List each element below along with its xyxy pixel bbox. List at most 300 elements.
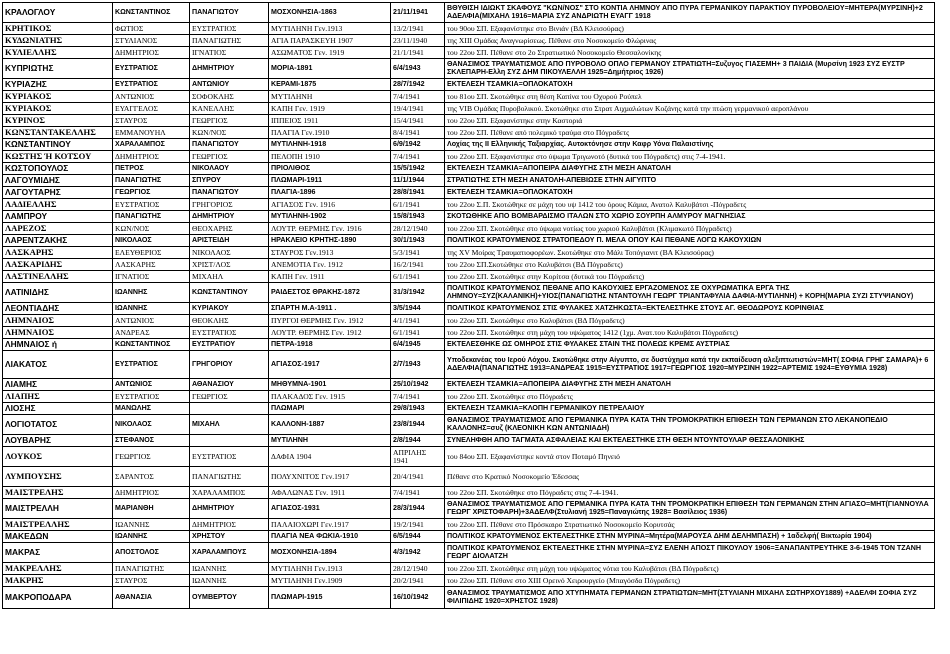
- table-row: [3, 235, 935, 247]
- first-name-cell: ΠΑΝΑΓΙΩΤΗΣ: [113, 175, 190, 187]
- table-row: [3, 519, 935, 531]
- first-name-cell: ΚΩΝ/ΝΟΣ: [113, 223, 190, 235]
- birthplace-cell: ΑΓΙΑΣΟΣ-1917: [269, 351, 391, 379]
- surname-cell: ΜΑΚΕΔΩΝ: [3, 531, 113, 543]
- father-name-cell: ΔΗΜΗΤΡΙΟΥ: [190, 211, 269, 223]
- surname-cell: ΛΑΓΟΥΜΙΔΗΣ: [3, 175, 113, 187]
- date-cell: 29/8/1943: [391, 403, 445, 415]
- birthplace-cell: ΚΑΛΛΟΝΗ-1887: [269, 415, 391, 435]
- records-table-body: [3, 3, 935, 609]
- birthplace-cell: ΣΠΑΡΤΗ Μ.Α-1911 .: [269, 303, 391, 315]
- description-cell: του 90ου ΣΠ. Εξαφανίστηκε στο Βινιάν (ΒΔ Κλεισούρας): [445, 23, 935, 35]
- description-cell: του 22ου ΣΠ. Σκοτώθηκε στη μάχη του υψώματος 1412 (1χμ. Ανατ.του Καλυβάτσι Πόγραδετς): [445, 327, 935, 339]
- father-name-cell: ΓΕΩΡΓΙΟΣ: [190, 115, 269, 127]
- description-cell: του 22ου ΣΠ.Σκοτώθηκε στο Καλυβάτσι (ΒΔ Πόγραδετς): [445, 259, 935, 271]
- father-name-cell: ΚΩΝ/ΝΟΣ: [190, 127, 269, 139]
- table-row: [3, 3, 935, 23]
- first-name-cell: ΕΛΕΥΘΕΡΙΟΣ: [113, 247, 190, 259]
- father-name-cell: ΓΡΗΓΟΡΙΟΥ: [190, 351, 269, 379]
- surname-cell: ΛΙΑΚΑΤΟΣ: [3, 351, 113, 379]
- description-cell: ΘΑΝΑΣΙΜΟΣ ΤΡΑΥΜΑΤΙΣΜΟΣ ΑΠΟ ΠΥΡΟΒΟΛΟ ΟΠΛΟ ΓΕΡΜΑΝΟΥ ΣΤΡΑΤΙΩΤΗ=Συζυγος ΓΙΑΣΕΜΗ+ 3 ΠΑΙΔΙΑ (Μυρσίνη 1923 ΣΥΖ ΕΥΣΤΡ ΣΚΛΕΠΑΡΗ-Ελλη ΣΥΖ ΔΗΜ ΠΙΚΟΥΛΕΛΛΗ 1925=Δημήτριος 1926): [445, 59, 935, 79]
- date-cell: 28/3/1944: [391, 499, 445, 519]
- father-name-cell: ΕΥΣΤΡΑΤΙΟΣ: [190, 23, 269, 35]
- first-name-cell: ΕΥΣΤΡΑΤΙΟΣ: [113, 351, 190, 379]
- table-row: [3, 447, 935, 467]
- table-row: [3, 271, 935, 283]
- date-cell: 21/11/1941: [391, 3, 445, 23]
- father-name-cell: ΑΘΑΝΑΣΙΟΥ: [190, 379, 269, 391]
- date-cell: 3/5/1944: [391, 303, 445, 315]
- surname-cell: ΚΥΡΙΑΚΟΣ: [3, 103, 113, 115]
- first-name-cell: ΝΙΚΟΛΑΟΣ: [113, 235, 190, 247]
- description-cell: του 22ου ΣΠ. Πέθανε στο Πρόσκαιρο Στρατιωτικό Νοσοκομείο Κορυτσάς: [445, 519, 935, 531]
- description-cell: Πέθανε στο Κρατικό Νοσοκομείο Έδεσσας: [445, 467, 935, 487]
- birthplace-cell: ΜΥΤΙΛΗΝΗ: [269, 435, 391, 447]
- first-name-cell: ΕΥΣΤΡΑΤΙΟΣ: [113, 59, 190, 79]
- date-cell: 8/4/1941: [391, 127, 445, 139]
- father-name-cell: ΝΙΚΟΛΑΟΣ: [190, 247, 269, 259]
- birthplace-cell: ΜΟΣΧΟΝΗΣΙΑ-1863: [269, 3, 391, 23]
- date-cell: 4/3/1942: [391, 543, 445, 563]
- date-cell: 6/9/1942: [391, 139, 445, 151]
- table-row: [3, 247, 935, 259]
- father-name-cell: ΠΑΝΑΓΙΩΤΟΥ: [190, 3, 269, 23]
- table-row: [3, 103, 935, 115]
- description-cell: ΕΚΤΕΛΕΣΗ ΤΣΑΜΚΙΑ=ΚΛΟΠΗ ΓΕΡΜΑΝΙΚΟΥ ΠΕΤΡΕΛΑΙΟΥ: [445, 403, 935, 415]
- table-row: [3, 379, 935, 391]
- father-name-cell: ΜΙΧΑΗΛ: [190, 415, 269, 435]
- date-cell: 23/8/1944: [391, 415, 445, 435]
- description-cell: ΕΚΤΕΛΕΣΗ ΤΣΑΜΚΙΑ=ΑΠΟΠΕΙΡΑ ΔΙΑΦΥΓΗΣ ΣΤΗ ΜΕΣΗ ΑΝΑΤΟΛΗ: [445, 163, 935, 175]
- first-name-cell: ΕΥΑΓΓΕΛΟΣ: [113, 103, 190, 115]
- description-cell: του 22ου ΣΠ. Εξαφανίστηκε στο ύψωμα Τριγωνοτό (δυτικά του Πόγραδετς) στις 7-4-1941.: [445, 151, 935, 163]
- birthplace-cell: ΠΛΩΜΑΡΙ-1915: [269, 587, 391, 609]
- first-name-cell: ΔΗΜΗΤΡΙΟΣ: [113, 47, 190, 59]
- table-row: [3, 587, 935, 609]
- date-cell: 6/1/1941: [391, 271, 445, 283]
- birthplace-cell: ΑΓΙΑ ΠΑΡΑΣΚΕΥΗ 1907: [269, 35, 391, 47]
- birthplace-cell: ΑΦΑΛΩΝΑΣ Γεν. 1911: [269, 487, 391, 499]
- date-cell: 15/8/1943: [391, 211, 445, 223]
- father-name-cell: ΧΡΗΣΤΟΥ: [190, 531, 269, 543]
- first-name-cell: ΙΩΑΝΝΗΣ: [113, 519, 190, 531]
- first-name-cell: ΠΑΝΑΓΙΩΤΗΣ: [113, 563, 190, 575]
- surname-cell: ΛΟΥΚΟΣ: [3, 447, 113, 467]
- birthplace-cell: ΠΛΑΓΙΑ-1896: [269, 187, 391, 199]
- records-table: [2, 2, 935, 609]
- first-name-cell: ΕΥΣΤΡΑΤΙΟΣ: [113, 199, 190, 211]
- birthplace-cell: ΣΤΑΥΡΟΣ Γεν.1913: [269, 247, 391, 259]
- table-row: [3, 543, 935, 563]
- father-name-cell: ΝΙΚΟΛΑΟΥ: [190, 163, 269, 175]
- table-row: [3, 403, 935, 415]
- table-row: [3, 223, 935, 235]
- description-cell: ΘΑΝΑΣΙΜΟΣ ΤΡΑΥΜΑΤΙΣΜΟΣ ΑΠΟ ΓΕΡΜΑΝΙΚΑ ΠΥΡΑ ΚΑΤΑ ΤΗΝ ΤΡΟΜΟΚΡΑΤΙΚΗ ΕΠΙΘΕΣΗ ΤΩΝ ΓΕΡΜΑΝΩΝ ΣΤΗΝ ΑΓΙΑΣΟ=ΜΗΤ(ΓΙΑΝΝΟΥΛΑ ΓΕΩΡΓ ΧΡΙΣΤΟΦΑΡΗ)+3ΑΔΕΛΦ(Στυλιανή 1925=Παναγιώτης 1928= Βασίλειος 1936): [445, 499, 935, 519]
- birthplace-cell: ΠΛΩΜΑΡΙ: [269, 403, 391, 415]
- birthplace-cell: ΚΑΠΗ Γεν. 1911: [269, 271, 391, 283]
- description-cell: του 84ου ΣΠ. Εξαφανίστηκε κοντά στον Ποταμό Πηνειό: [445, 447, 935, 467]
- first-name-cell: ΣΤΕΦΑΝΟΣ: [113, 435, 190, 447]
- table-row: [3, 127, 935, 139]
- birthplace-cell: ΠΥΡΓΟΙ ΘΕΡΜΗΣ Γεν. 1912: [269, 315, 391, 327]
- table-row: [3, 139, 935, 151]
- date-cell: 20/2/1941: [391, 575, 445, 587]
- table-row: [3, 303, 935, 315]
- description-cell: του 22ου ΣΠ. Σκοτώθηκε στο Καλυβάτσι (ΒΔ Πόγραδετς): [445, 315, 935, 327]
- birthplace-cell: ΠΛΩΜΑΡΙ-1911: [269, 175, 391, 187]
- father-name-cell: ΠΑΝΑΓΙΩΤΟΥ: [190, 187, 269, 199]
- table-row: [3, 315, 935, 327]
- date-cell: ΑΠΡΙΛΗΣ 1941: [391, 447, 445, 467]
- birthplace-cell: ΠΕΤΡΑ-1918: [269, 339, 391, 351]
- surname-cell: ΜΑΚΡΗΣ: [3, 575, 113, 587]
- first-name-cell: ΕΥΣΤΡΑΤΙΟΣ: [113, 79, 190, 91]
- first-name-cell: ΑΝΔΡΕΑΣ: [113, 327, 190, 339]
- description-cell: της XV Μοίρας Τραυματιοφορέων. Σκοτώθηκε στο Μάλι Τοπόγιανιτ (ΒΑ Κλεισούρας): [445, 247, 935, 259]
- table-row: [3, 175, 935, 187]
- birthplace-cell: ΙΠΠΕΙΟΣ 1911: [269, 115, 391, 127]
- date-cell: 28/12/1940: [391, 563, 445, 575]
- first-name-cell: ΙΓΝΑΤΙΟΣ: [113, 271, 190, 283]
- date-cell: 4/1/1941: [391, 315, 445, 327]
- birthplace-cell: ΠΛΑΓΙΑ ΝΕΑ ΦΩΚΙΑ-1910: [269, 531, 391, 543]
- description-cell: του 22ου ΣΠ. Σκοτώθηκε στην Κορίτσα (δυτικά του Πόγραδετς): [445, 271, 935, 283]
- father-name-cell: ΚΩΝΣΤΑΝΤΙΝΟΥ: [190, 283, 269, 303]
- date-cell: 19/2/1941: [391, 519, 445, 531]
- first-name-cell: ΑΝΤΩΝΙΟΣ: [113, 91, 190, 103]
- table-row: [3, 467, 935, 487]
- surname-cell: ΚΥΡΙΝΟΣ: [3, 115, 113, 127]
- date-cell: 20/4/1941: [391, 467, 445, 487]
- surname-cell: ΛΑΣΚΑΡΙΔΗΣ: [3, 259, 113, 271]
- table-row: [3, 59, 935, 79]
- father-name-cell: [190, 435, 269, 447]
- date-cell: 28/12/1940: [391, 223, 445, 235]
- father-name-cell: ΓΕΩΡΓΙΟΣ: [190, 391, 269, 403]
- description-cell: της ΧΙΙΙ Ομάδας Αναγνωρίσεως. Πέθανε στο Νοσοκομείο Φλώρινας: [445, 35, 935, 47]
- surname-cell: ΛΑΣΤΙΝΕΛΛΗΣ: [3, 271, 113, 283]
- first-name-cell: ΣΤΥΛΙΑΝΟΣ: [113, 35, 190, 47]
- surname-cell: ΛΑΣΚΑΡΗΣ: [3, 247, 113, 259]
- first-name-cell: ΝΙΚΟΛΑΟΣ: [113, 415, 190, 435]
- first-name-cell: ΣΤΑΥΡΟΣ: [113, 115, 190, 127]
- first-name-cell: ΓΕΩΡΓΙΟΣ: [113, 447, 190, 467]
- birthplace-cell: ΚΕΡΑΜΙ-1875: [269, 79, 391, 91]
- description-cell: ΕΚΤΕΛΕΣΗ ΤΣΑΜΚΙΑ=ΟΠΛΟΚΑΤΟΧΗ: [445, 79, 935, 91]
- birthplace-cell: ΜΥΤΙΛΗΝΗ-1902: [269, 211, 391, 223]
- description-cell: του 22ου Σ.Π. Σκοτώθηκε σε μάχη του υψ 1412 του όρους Κάμια, Ανατολ Καλυβάτσι -Πόγραδετς: [445, 199, 935, 211]
- description-cell: ΠΟΛΙΤΙΚΟΣ ΚΡΑΤΟΥΜΕΝΟΣ ΕΚΤΕΛΕΣΤΗΚΕ ΣΤΗΝ ΜΥΡΙΝΑ=ΣΥΖ ΕΛΕΝΗ ΑΠΟΣΤ ΠΙΚΟΥΛΟΥ 1906=ΞΑΝΑΠΑΝΤΡΕΥΤΗΚΕ 3-6-1945 ΤΟΝ ΤΖΑΝΗ ΓΕΩΡΓ ΔΙΟΛΑΤΖΗ: [445, 543, 935, 563]
- description-cell: του 22ου ΣΠ. Σκοτώθηκε στο ύψωμα νοτίως του χωριού Καλυβάτσι (Κλιμακωτό Πόγραδετς): [445, 223, 935, 235]
- birthplace-cell: ΡΑΙΔΕΣΤΟΣ ΘΡΑΚΗΣ-1872: [269, 283, 391, 303]
- birthplace-cell: ΜΥΤΙΛΗΝΗ Γεν.1913: [269, 23, 391, 35]
- surname-cell: ΜΑΚΡΕΛΛΗΣ: [3, 563, 113, 575]
- table-row: [3, 151, 935, 163]
- father-name-cell: [190, 403, 269, 415]
- father-name-cell: ΧΑΡΑΛΑΜΠΟΣ: [190, 487, 269, 499]
- first-name-cell: ΣΤΑΥΡΟΣ: [113, 575, 190, 587]
- description-cell: ΣΤΡΑΤΙΩΤΗΣ ΣΤΗ ΜΕΣΗ ΑΝΑΤΟΛΗ-ΑΠΕΒΙΩΣΕ ΣΤΗΝ ΑΙΓΥΠΤΟ: [445, 175, 935, 187]
- surname-cell: ΛΗΜΝΑΙΟΣ: [3, 315, 113, 327]
- description-cell: της VΙΒ Ομάδας Πυροβολικού. Σκοτώθηκε στο Στρατ Αιχμαλώτων Κοζάνης κατά την πτώση γερμανικού αεροπλάνου: [445, 103, 935, 115]
- surname-cell: ΚΥΔΩΝΙΑΤΗΣ: [3, 35, 113, 47]
- table-row: [3, 23, 935, 35]
- surname-cell: ΛΙΑΠΗΣ: [3, 391, 113, 403]
- surname-cell: ΜΑΚΡΟΠΟΔΑΡΑ: [3, 587, 113, 609]
- birthplace-cell: ΛΟΥΤΡ. ΘΕΡΜΗΣ Γεν. 1916: [269, 223, 391, 235]
- table-row: [3, 259, 935, 271]
- description-cell: του 22ου ΣΠ. Εξαφανίστηκε στην Καστοριά: [445, 115, 935, 127]
- birthplace-cell: ΑΓΙΑΣΟΣ Γεν. 1916: [269, 199, 391, 211]
- father-name-cell: ΓΕΩΡΓΙΟΣ: [190, 151, 269, 163]
- birthplace-cell: ΔΑΦΙΑ 1904: [269, 447, 391, 467]
- father-name-cell: ΑΡΙΣΤΕΙΔΗ: [190, 235, 269, 247]
- description-cell: Υποδεκανέας του Ιερού Λόχου. Σκοτώθηκε στην Αίγυπτο, σε δυστύχημα κατά την εκπαίδευση αλεξιπτωτιστών=ΜΗΤ( ΣΟΦΙΑ ΓΡΗΓ ΣΑΜΑΡΑ)+ 6 ΑΔΕΛΦΙΑ(ΠΑΝΑΓΙΩΤΗΣ 1913=ΑΝΔΡΕΑΣ 1915=ΕΥΣΤΡΑΤΙΟΣ 1917=ΓΕΩΡΓΙΟΣ 1920=ΜΥΡΣΙΝΗ 1922=ΑΡΤΕΜΙΣ 1924=ΕΥΘΥΜΙΑ 1928): [445, 351, 935, 379]
- birthplace-cell: ΜΥΤΙΛΗΝΗ-1918: [269, 139, 391, 151]
- date-cell: 6/1/1941: [391, 199, 445, 211]
- birthplace-cell: ΠΟΛΥΧΝΙΤΟΣ Γεν.1917: [269, 467, 391, 487]
- father-name-cell: ΣΟΦΟΚΛΗΣ: [190, 91, 269, 103]
- father-name-cell: ΘΕΟΚΛΗΣ: [190, 315, 269, 327]
- table-row: [3, 47, 935, 59]
- description-cell: ΠΟΛΙΤΙΚΟΣ ΚΡΑΤΟΥΜΕΝΟΣ ΣΤΡΑΤΟΠΕΔΟΥ Π. ΜΕΛΑ ΟΠΟΥ ΚΑΙ ΠΕΘΑΝΕ ΛΟΓΩ ΚΑΚΟΥΧΙΩΝ: [445, 235, 935, 247]
- birthplace-cell: ΠΡΙΟΛΙΘΟΣ: [269, 163, 391, 175]
- surname-cell: ΜΑΙΣΤΡΕΛΛΗ: [3, 499, 113, 519]
- birthplace-cell: ΛΟΥΤΡ. ΘΕΡΜΗΣ Γεν. 1912: [269, 327, 391, 339]
- surname-cell: ΛΥΜΠΟΥΣΗΣ: [3, 467, 113, 487]
- father-name-cell: ΙΩΑΝΝΗΣ: [190, 563, 269, 575]
- first-name-cell: ΑΝΤΩΝΙΟΣ: [113, 315, 190, 327]
- first-name-cell: ΙΩΑΝΝΗΣ: [113, 283, 190, 303]
- birthplace-cell: ΑΝΕΜΟΤΙΑ Γεν. 1912: [269, 259, 391, 271]
- description-cell: Λοχίας της ΙΙ Ελληνικής Ταξιαρχίας. Αυτοκτόνησε στην Καφρ Υόνα Παλαιστίνης: [445, 139, 935, 151]
- first-name-cell: ΕΜΜΑΝΟΥΗΛ: [113, 127, 190, 139]
- surname-cell: ΛΑΓΟΥΤΑΡΗΣ: [3, 187, 113, 199]
- description-cell: του 81ου ΣΠ. Σκοτώθηκε στη θέση Καπίνα του Οχυρού Ρούπελ: [445, 91, 935, 103]
- father-name-cell: ΔΗΜΗΤΡΙΟΥ: [190, 59, 269, 79]
- date-cell: 7/4/1941: [391, 151, 445, 163]
- father-name-cell: ΙΩΑΝΝΗΣ: [190, 575, 269, 587]
- date-cell: 28/8/1941: [391, 187, 445, 199]
- first-name-cell: ΣΑΡΑΝΤΟΣ: [113, 467, 190, 487]
- table-row: [3, 531, 935, 543]
- surname-cell: ΚΩΣΤΟΠΟΥΛΟΣ: [3, 163, 113, 175]
- birthplace-cell: ΠΕΛΟΠΗ 1910: [269, 151, 391, 163]
- table-row: [3, 187, 935, 199]
- birthplace-cell: ΑΓΙΑΣΟΣ-1931: [269, 499, 391, 519]
- birthplace-cell: ΠΛΑΓΙΑ Γεν.1910: [269, 127, 391, 139]
- table-row: [3, 575, 935, 587]
- surname-cell: ΚΩΝΣΤΑΝΤΑΚΕΛΛΗΣ: [3, 127, 113, 139]
- description-cell: ΕΚΤΕΛΕΣΗ ΤΣΑΜΚΙΑ=ΟΠΛΟΚΑΤΟΧΗ: [445, 187, 935, 199]
- surname-cell: ΜΑΙΣΤΡΕΛΗΣ: [3, 487, 113, 499]
- first-name-cell: ΔΗΜΗΤΡΙΟΣ: [113, 487, 190, 499]
- birthplace-cell: ΑΣΩΜΑΤΟΣ Γεν. 1919: [269, 47, 391, 59]
- surname-cell: ΛΟΥΒΑΡΗΣ: [3, 435, 113, 447]
- surname-cell: ΚΩΝΣΤΑΝΤΙΝΟΥ: [3, 139, 113, 151]
- surname-cell: ΜΑΚΡΑΣ: [3, 543, 113, 563]
- records-sheet: [2, 2, 934, 609]
- surname-cell: ΛΑΜΠΡΟΥ: [3, 211, 113, 223]
- description-cell: ΒΘΥΘΙΣΗ ΙΔΙΩΚΤ ΣΚΑΦΟΥΣ "ΚΩΝ/ΝΟΣ" ΣΤΟ ΚΟΝΤΙΑ ΛΗΜΝΟΥ ΑΠΟ ΠΥΡΑ ΓΕΡΜΑΝΙΚΟΥ ΠΑΡΑΚΤΙΟΥ ΠΥΡΟΒΟΛΕΙΟΥ=ΜΗΤΕΡΑ(ΜΥΡΣΙΝΗ)+2 ΑΔΕΛΦΙΑ(ΜΙΧΑΗΛ 1916=ΜΑΡΙΑ ΣΥΖ ΑΝΔΡΙΩΤΗ ΕΥΑΓΓ 1918: [445, 3, 935, 23]
- description-cell: του 22ου ΣΠ. Σκοτώθηκε στο Πόγραδετς: [445, 391, 935, 403]
- date-cell: 11/1/1944: [391, 175, 445, 187]
- date-cell: 5/3/1941: [391, 247, 445, 259]
- first-name-cell: ΦΩΤΙΟΣ: [113, 23, 190, 35]
- description-cell: του 22ου ΣΠ. Σκοτώθηκε στη μάχη του υψώματος νότια του Καλυβάτσι (ΒΔ Πόγραδετς): [445, 563, 935, 575]
- description-cell: του 22ου ΣΠ. Πέθανε από πολεμικό τραύμα στο Πόγραδετς: [445, 127, 935, 139]
- table-row: [3, 199, 935, 211]
- description-cell: ΕΚΤΕΛΕΣΘΗΚΕ ΩΣ ΟΜΗΡΟΣ ΣΤΙΣ ΦΥΛΑΚΕΣ ΣΤΑΙΝ ΤΗΣ ΠΟΛΕΩΣ ΚΡΕΜΣ ΑΥΣΤΡΙΑΣ: [445, 339, 935, 351]
- first-name-cell: ΠΕΤΡΟΣ: [113, 163, 190, 175]
- surname-cell: ΚΩΣΤΗΣ Ή ΚΟΤΣΟΥ: [3, 151, 113, 163]
- table-row: [3, 211, 935, 223]
- date-cell: 7/4/1941: [391, 487, 445, 499]
- surname-cell: ΚΡΑΛΟΓΛΟΥ: [3, 3, 113, 23]
- date-cell: 7/4/1941: [391, 391, 445, 403]
- birthplace-cell: ΜΗΘΥΜΝΑ-1901: [269, 379, 391, 391]
- father-name-cell: ΔΗΜΗΤΡΙΟΥ: [190, 499, 269, 519]
- table-row: [3, 35, 935, 47]
- table-row: [3, 351, 935, 379]
- surname-cell: ΛΑΡΕΝΤΖΑΚΗΣ: [3, 235, 113, 247]
- father-name-cell: ΚΥΡΙΑΚΟΥ: [190, 303, 269, 315]
- table-row: [3, 415, 935, 435]
- surname-cell: ΚΥΠΡΙΩΤΗΣ: [3, 59, 113, 79]
- description-cell: ΘΑΝΑΣΙΜΟΣ ΤΡΑΥΜΑΤΙΣΜΟΣ ΑΠΟ ΓΕΡΜΑΝΙΚΑ ΠΥΡΑ ΚΑΤΑ ΤΗΝ ΤΡΟΜΟΚΡΑΤΙΚΗ ΕΠΙΘΕΣΗ ΤΩΝ ΓΕΡΜΑΝΩΝ ΣΤΟ ΛΕΚΑΝΟΠΕΔΙΟ ΚΑΛΛΟΝΗΣ=συζ (ΚΛΕΟΝΙΚΗ ΚΩΝ ΑΝΤΩΝΙΑΔΗ): [445, 415, 935, 435]
- father-name-cell: ΠΑΝΑΓΙΩΤΗΣ: [190, 467, 269, 487]
- surname-cell: ΛΟΓΙΟΤΑΤΟΣ: [3, 415, 113, 435]
- date-cell: 30/1/1943: [391, 235, 445, 247]
- table-row: [3, 563, 935, 575]
- date-cell: 16/2/1941: [391, 259, 445, 271]
- date-cell: 15/5/1942: [391, 163, 445, 175]
- father-name-cell: ΔΗΜΗΤΡΙΟΣ: [190, 519, 269, 531]
- date-cell: 25/10/1942: [391, 379, 445, 391]
- birthplace-cell: ΗΡΑΚΛΕΙΟ ΚΡΗΤΗΣ-1890: [269, 235, 391, 247]
- father-name-cell: ΘΕΟΧΑΡΗΣ: [190, 223, 269, 235]
- date-cell: 28/7/1942: [391, 79, 445, 91]
- table-row: [3, 391, 935, 403]
- birthplace-cell: ΜΥΤΙΛΗΝΗ: [269, 91, 391, 103]
- date-cell: 21/1/1941: [391, 47, 445, 59]
- table-row: [3, 163, 935, 175]
- description-cell: ΠΟΛΙΤΙΚΟΣ ΚΡΑΤΟΥΜΕΝΟΣ ΠΕΘΑΝΕ ΑΠΟ ΚΑΚΟΥΧΙΕΣ ΕΡΓΑΖΟΜΕΝΟΣ ΣΕ ΟΧΥΡΩΜΑΤΙΚΑ ΕΡΓΑ ΤΗΣ ΛΗΜΝΟΥ=ΣΥΖ(ΚΑΛΑΝΙΚΗ)+ΥΙΟΣ(ΠΑΝΑΓΙΩΤΗΣ ΝΤΑΝΤΟΥΛΗ ΓΕΩΡΓ ΤΡΙΑΝΤΑΦΥΛΙΑ ΔΑΦΙΑ-ΜΥΤΙΛΗΝΗ) + ΚΟΡΗ(ΜΑΡΙΑ ΣΥΖΙ ΣΤΥΨΙΑΝΟΥ): [445, 283, 935, 303]
- birthplace-cell: ΜΟΣΧΟΝΗΣΙΑ-1894: [269, 543, 391, 563]
- table-row: [3, 115, 935, 127]
- birthplace-cell: ΠΑΛΑΙΟΧΩΡΙ Γεν.1917: [269, 519, 391, 531]
- first-name-cell: ΑΘΑΝΑΣΙΑ: [113, 587, 190, 609]
- surname-cell: ΛΑΔΙΕΛΛΗΣ: [3, 199, 113, 211]
- first-name-cell: ΕΥΣΤΡΑΤΙΟΣ: [113, 391, 190, 403]
- first-name-cell: ΜΑΝΩΛΗΣ: [113, 403, 190, 415]
- surname-cell: ΛΗΜΝΑΙΟΣ: [3, 327, 113, 339]
- table-row: [3, 79, 935, 91]
- first-name-cell: ΙΩΑΝΝΗΣ: [113, 531, 190, 543]
- date-cell: 6/5/1944: [391, 531, 445, 543]
- date-cell: 7/4/1941: [391, 91, 445, 103]
- table-row: [3, 499, 935, 519]
- first-name-cell: ΙΩΑΝΝΗΣ: [113, 303, 190, 315]
- date-cell: 15/4/1941: [391, 115, 445, 127]
- first-name-cell: ΛΑΣΚΑΡΗΣ: [113, 259, 190, 271]
- date-cell: 6/4/1945: [391, 339, 445, 351]
- surname-cell: ΛΗΜΝΑΙΟΣ ή: [3, 339, 113, 351]
- table-row: [3, 91, 935, 103]
- date-cell: 13/2/1941: [391, 23, 445, 35]
- father-name-cell: ΜΙΧΑΗΛ: [190, 271, 269, 283]
- date-cell: 6/4/1943: [391, 59, 445, 79]
- first-name-cell: ΜΑΡΙΑΝΘΗ: [113, 499, 190, 519]
- birthplace-cell: ΜΥΤΙΛΗΝΗ Γεν.1913: [269, 563, 391, 575]
- description-cell: του 22ου ΣΠ. Πέθανε στο ΧΙΙΙ Ορεινό Χειρουργείο (Μπαγόσδα Πόγραδετς): [445, 575, 935, 587]
- father-name-cell: ΕΥΣΤΡΑΤΙΟΥ: [190, 339, 269, 351]
- surname-cell: ΛΑΤΙΝΙΔΗΣ: [3, 283, 113, 303]
- father-name-cell: ΚΑΝΕΛΛΗΣ: [190, 103, 269, 115]
- table-row: [3, 435, 935, 447]
- table-row: [3, 487, 935, 499]
- father-name-cell: ΣΠΥΡΟΥ: [190, 175, 269, 187]
- first-name-cell: ΑΝΤΩΝΙΟΣ: [113, 379, 190, 391]
- description-cell: του 22ου ΣΠ. Πέθανε στο 2ο Στρατιωτικό Νοσοκομείο Θεσσαλονίκης: [445, 47, 935, 59]
- table-row: [3, 283, 935, 303]
- description-cell: ΕΚΤΕΛΕΣΗ ΤΣΑΜΚΙΑ=ΑΠΟΠΕΙΡΑ ΔΙΑΦΥΓΗΣ ΣΤΗ ΜΕΣΗ ΑΝΑΤΟΛΗ: [445, 379, 935, 391]
- father-name-cell: ΕΥΣΤΡΑΤΙΟΣ: [190, 327, 269, 339]
- surname-cell: ΜΑΙΣΤΡΕΛΛΗΣ: [3, 519, 113, 531]
- description-cell: ΣΥΝΕΛΗΦΘΗ ΑΠΟ ΤΑΓΜΑΤΑ ΑΣΦΑΛΕΙΑΣ ΚΑΙ ΕΚΤΕΛΕΣΤΗΚΕ ΣΤΗ ΘΕΣΗ ΝΤΟΥΝΤΟΥΛΑΡ ΘΕΣΣΑΛΟΝΙΚΗΣ: [445, 435, 935, 447]
- table-row: [3, 339, 935, 351]
- father-name-cell: ΟΥΜΒΕΡΤΟΥ: [190, 587, 269, 609]
- date-cell: 23/11/1940: [391, 35, 445, 47]
- father-name-cell: ΧΡΙΣΤ/ΛΟΣ: [190, 259, 269, 271]
- birthplace-cell: ΚΑΠΗ Γεν. 1919: [269, 103, 391, 115]
- description-cell: ΠΟΛΙΤΙΚΟΣ ΚΡΑΤΟΥΜΕΝΟΣ ΕΚΤΕΛΕΣΤΗΚΕ ΣΤΗΝ ΜΥΡΙΝΑ=Μητέρα(ΜΑΡΟΥΣΑ ΔΗΜ ΔΕΛΗΜΠΑΣΗ) + 1αδελφή( Βικτωρία 1904): [445, 531, 935, 543]
- surname-cell: ΚΥΡΙΑΚΟΣ: [3, 91, 113, 103]
- surname-cell: ΛΙΟΣΗΣ: [3, 403, 113, 415]
- father-name-cell: ΓΡΗΓΟΡΙΟΣ: [190, 199, 269, 211]
- surname-cell: ΚΥΛΙΕΛΛΗΣ: [3, 47, 113, 59]
- surname-cell: ΛΙΑΜΗΣ: [3, 379, 113, 391]
- first-name-cell: ΧΑΡΑΛΑΜΠΟΣ: [113, 139, 190, 151]
- first-name-cell: ΔΗΜΗΤΡΙΟΣ: [113, 151, 190, 163]
- birthplace-cell: ΜΟΡΙΑ-1891: [269, 59, 391, 79]
- father-name-cell: ΑΝΤΩΝΙΟΥ: [190, 79, 269, 91]
- date-cell: 31/3/1942: [391, 283, 445, 303]
- surname-cell: ΛΑΡΕΖΟΣ: [3, 223, 113, 235]
- first-name-cell: ΠΑΝΑΓΙΩΤΗΣ: [113, 211, 190, 223]
- first-name-cell: ΑΠΟΣΤΟΛΟΣ: [113, 543, 190, 563]
- first-name-cell: ΚΩΝΣΤΑΝΤΙΝΟΣ: [113, 3, 190, 23]
- father-name-cell: ΠΑΝΑΓΙΩΤΟΥ: [190, 139, 269, 151]
- surname-cell: ΚΡΗΤΙΚΟΣ: [3, 23, 113, 35]
- description-cell: ΘΑΝΑΣΙΜΟΣ ΤΡΑΥΜΑΤΙΣΜΟΣ ΑΠΟ ΧΤΥΠΗΜΑΤΑ ΓΕΡΜΑΝΩΝ ΣΤΡΑΤΙΩΤΩΝ=ΜΗΤ(ΣΤΥΛΙΑΝΗ ΜΙΧΑΗΛ ΣΩΤΗΡΧΟΥ1889) +ΑΔΕΛΦΙ ΣΟΦΙΑ ΣΥΖ ΦΙΛΙΠΙΔΗΣ 1920=ΧΡΗΣΤΟΣ 1928): [445, 587, 935, 609]
- first-name-cell: ΚΩΝΣΤΑΝΤΙΝΟΣ: [113, 339, 190, 351]
- date-cell: 2/8/1944: [391, 435, 445, 447]
- description-cell: του 22ου ΣΠ. Σκοτώθηκε στο Πόγραδετς στις 7-4-1941.: [445, 487, 935, 499]
- table-row: [3, 327, 935, 339]
- birthplace-cell: ΜΥΤΙΛΗΝΗ Γεν.1909: [269, 575, 391, 587]
- birthplace-cell: ΠΛΑΚΑΔΟΣ Γεν. 1915: [269, 391, 391, 403]
- first-name-cell: ΓΕΩΡΓΙΟΣ: [113, 187, 190, 199]
- father-name-cell: ΙΓΝΑΤΙΟΣ: [190, 47, 269, 59]
- description-cell: ΠΟΛΙΤΙΚΟΣ ΚΡΑΤΟΥΜΕΝΟΣ ΣΤΙΣ ΦΥΛΑΚΕΣ ΧΑΤΖΗΚΩΣΤΑ=ΕΚΤΕΛΕΣΤΗΚΕ ΣΤΟΥΣ ΑΓ. ΘΕΟΔΩΡΟΥΣ ΚΟΡΙΝΘΙΑΣ: [445, 303, 935, 315]
- father-name-cell: ΧΑΡΑΛΑΜΠΟΥΣ: [190, 543, 269, 563]
- surname-cell: ΛΕΟΝΤΙΑΔΗΣ: [3, 303, 113, 315]
- date-cell: 6/1/1941: [391, 327, 445, 339]
- father-name-cell: ΠΑΝΑΓΙΩΤΗΣ: [190, 35, 269, 47]
- date-cell: 16/10/1942: [391, 587, 445, 609]
- date-cell: 19/4/1941: [391, 103, 445, 115]
